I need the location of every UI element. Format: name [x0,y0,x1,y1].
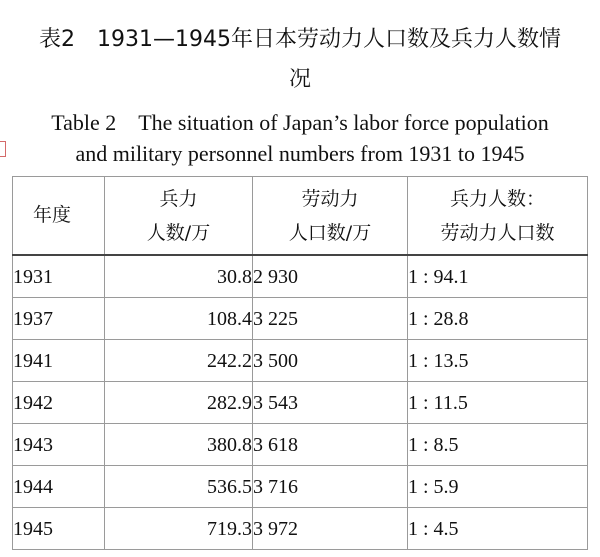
header-military [105,177,253,256]
cell-military: 242.2 [105,340,253,382]
cell-ratio: 1 : 5.9 [408,466,588,508]
header-labor-line-1: 劳动力 [301,187,359,210]
cell-year: 1943 [13,424,105,466]
cell-ratio: 1 : 4.5 [408,508,588,550]
cell-year: 1941 [13,340,105,382]
cell-year: 1937 [13,298,105,340]
cell-ratio: 1 : 11.5 [408,382,588,424]
header-labor [253,177,408,256]
cell-labor: 3 225 [253,298,408,340]
table-row [13,340,588,382]
cell-labor: 3 543 [253,382,408,424]
header-military-line-1: 兵力 [159,187,198,210]
cell-labor: 3 500 [253,340,408,382]
cell-military: 536.5 [105,466,253,508]
header-ratio [408,177,588,256]
cell-military: 108.4 [105,298,253,340]
cell-year: 1945 [13,508,105,550]
cell-ratio: 1 : 94.1 [408,255,588,298]
header-year: 年度 [13,177,105,256]
cell-year: 1931 [13,255,105,298]
table-row [13,382,588,424]
title-english-line-1: Table 2 The situation of Japan’s labor force population [51,110,549,135]
cell-military: 380.8 [105,424,253,466]
cell-ratio: 1 : 13.5 [408,340,588,382]
table-row [13,508,588,550]
title-english-line-2: and military personnel numbers from 1931 to 1945 [75,141,525,166]
table-row [13,298,588,340]
cell-year: 1944 [13,466,105,508]
cell-ratio: 1 : 8.5 [408,424,588,466]
cell-labor: 3 618 [253,424,408,466]
cell-labor: 2 930 [253,255,408,298]
table-row [13,466,588,508]
labor-military-table [12,176,588,550]
cell-military: 719.3 [105,508,253,550]
header-ratio-line-1: 兵力人数： [449,187,545,210]
title-chinese-line-2: 况 [288,67,311,92]
cell-labor: 3 972 [253,508,408,550]
header-labor-line-2: 人口数/万 [288,221,372,244]
table-row [13,424,588,466]
cell-ratio: 1 : 28.8 [408,298,588,340]
cell-military: 30.8 [105,255,253,298]
title-chinese-line-1: 表2 1931—1945年日本劳动力人口数及兵力人数情 [39,27,561,52]
header-military-line-2: 人数/万 [146,221,211,244]
cell-military: 282.9 [105,382,253,424]
cell-year: 1942 [13,382,105,424]
header-ratio-line-2: 劳动力人口数 [440,221,555,244]
table-header-row [13,177,588,256]
table-row [13,255,588,298]
cell-labor: 3 716 [253,466,408,508]
